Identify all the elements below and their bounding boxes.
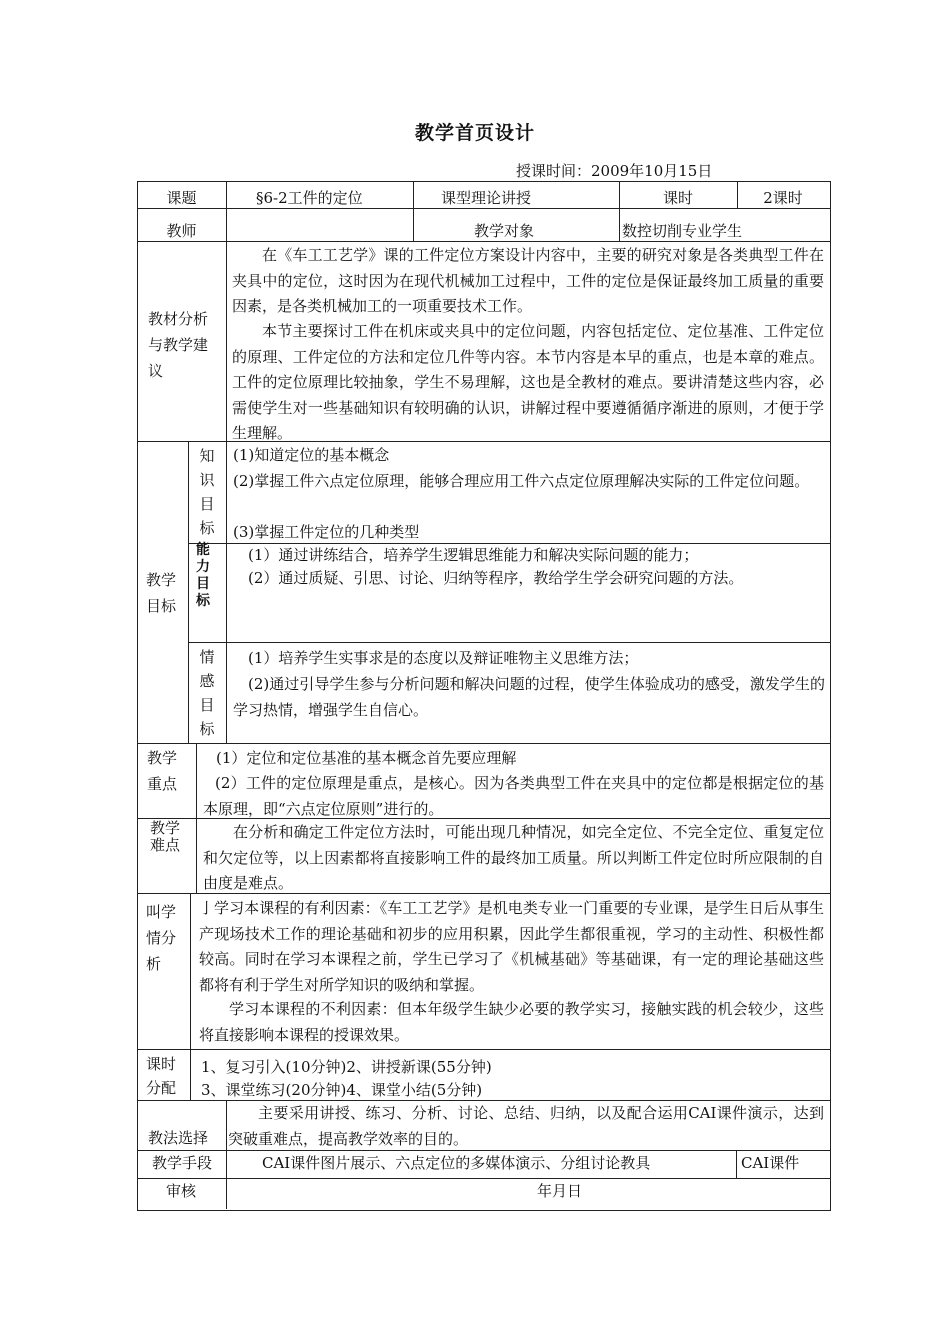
ability-item-1: (1）通过讲练结合，培养学生逻辑思维能力和解决实际问题的能力； — [248, 546, 699, 564]
audience-value: 数控切削专业学生 — [622, 222, 743, 240]
label-time-allocation: 课时分配 — [146, 1055, 177, 1097]
label-analysis: 教材分析与教学建议 — [148, 310, 209, 380]
time-line-2: 3、课堂练习(20分钟)4、课堂小结(5分钟) — [201, 1081, 483, 1099]
analysis-paragraph-2: 本节主要探讨工件在机床或夹具中的定位问题，内容包括定位、定位基准、工件定位的原理、工件定位的方法和定位几件等内容。本节内容是本早的重点，也是本章的难点。工件的定位原理比较抽象，学生不易理解，这也是全教材的难点。要讲清楚这些内容，必需使学生对一些基础知识有较明确的认识，讲解过程中要遵循循序渐进的原则，才便于学生理解。 — [232, 322, 824, 442]
analysis-paragraph-1: 在《车工工艺学》课的工件定位方案设计内容中，主要的研究对象是各类典型工件在夹具中的定位，这时因为在现代机械加工过程中，工件的定位是保证最终加工质量的重要因素，是各类机械加工的一项重要技术工作。 — [232, 246, 824, 315]
key-point-2: (2）工件的定位原理是重点，是核心。因为各类典型工件在夹具中的定位都是根据定位的基本原理，即“六点定位原则”进行的。 — [203, 774, 824, 818]
col-divider — [226, 441, 227, 743]
students-paragraph-1: 亅学习本课程的有利因素：《车工工艺学》是机电类专业一门重要的专业课，是学生日后从事生产现场技术工作的理论基础和初步的应用积累，因此学生都很重视，学习的主动性、积极性都较高。同时在学习本课程之前，学生已学习了《机械基础》等基础课，有一定的理论基础这些都将有利于学生对所学知识的吸纳和掌握。 — [199, 899, 824, 994]
topic-value: §6-2工件的定位 — [256, 189, 363, 207]
knowledge-item-3: (3)掌握工件定位的几种类型 — [233, 523, 420, 541]
hours-value: 2课时 — [763, 189, 803, 207]
knowledge-item-2: (2)掌握工件六点定位原理，能够合理应用工件六点定位原理解决实际的工件定位问题。 — [233, 472, 810, 490]
means-extra: CAI课件 — [741, 1154, 800, 1172]
row-divider — [137, 1178, 830, 1179]
key-point-1: (1）定位和定位基准的基本概念首先要应理解 — [216, 749, 517, 767]
row-divider — [137, 743, 830, 744]
label-key-points: 教学重点 — [147, 749, 178, 793]
col-divider — [226, 1100, 227, 1209]
col-divider — [226, 181, 227, 241]
label-emotion-goals: 情感目标 — [199, 648, 215, 738]
col-divider — [413, 181, 414, 241]
emotion-item-2: (2)通过引导学生参与分析问题和解决问题的过程，使学生体验成功的感受，激发学生的学习热情，增强学生自信心。 — [233, 675, 825, 719]
col-divider — [190, 893, 191, 1100]
difficulty-text: 在分析和确定工件定位方法时，可能出现几种情况，如完全定位、不完全定位、重复定位和欠定位等，以上因素都将直接影响工件的最终加工质量。所以判断工件定位时所应限制的自由度是难点。 — [203, 823, 824, 892]
label-review: 审核 — [166, 1182, 197, 1200]
label-knowledge-goals: 知识目标 — [199, 447, 215, 537]
lecture-date: 授课时间：2009年10月15日 — [516, 162, 713, 180]
time-line-1: 1、复习引入(10分钟)2、讲授新课(55分钟) — [201, 1058, 492, 1076]
col-divider — [226, 241, 227, 441]
review-date: 年月日 — [537, 1182, 583, 1200]
label-ability-goals: 能力目标 — [196, 542, 210, 609]
students-paragraph-2: 学习本课程的不利因素：但本年级学生缺少必要的教学实习，接触实践的机会较少，这些将直接影响本课程的授课效果。 — [199, 1000, 824, 1044]
emotion-item-1: (1）培养学生实事求是的态度以及辩证唯物主义思维方法； — [248, 649, 639, 667]
ability-item-2: (2）通过质疑、引思、讨论、归纳等程序，教给学生学会研究问题的方法。 — [248, 569, 744, 587]
col-divider — [188, 441, 189, 743]
row-divider — [137, 1049, 830, 1050]
method-text: 主要采用讲授、练习、分析、讨论、总结、归纳，以及配合运用CAI课件演示，达到突破重难点，提高教学效率的目的。 — [228, 1104, 824, 1148]
col-divider — [736, 1150, 737, 1178]
label-student-analysis: 叫学情分析 — [146, 903, 177, 973]
label-means: 教学手段 — [152, 1154, 213, 1172]
label-method: 教法选择 — [148, 1129, 209, 1147]
means-text: CAI课件图片展示、六点定位的多媒体演示、分组讨论教具 — [262, 1154, 651, 1172]
col-divider — [196, 743, 197, 893]
lesson-type: 课型理论讲授 — [441, 189, 532, 207]
page-title: 教学首页设计 — [414, 122, 535, 144]
knowledge-item-1: (1)知道定位的基本概念 — [233, 446, 390, 464]
row-divider — [188, 642, 830, 643]
label-teacher: 教师 — [166, 222, 197, 240]
label-hours: 课时 — [662, 189, 693, 207]
label-audience: 教学对象 — [474, 222, 535, 240]
label-difficulty: 教学难点 — [150, 820, 181, 854]
label-goals: 教学目标 — [146, 571, 177, 615]
label-topic: 课题 — [166, 189, 197, 207]
